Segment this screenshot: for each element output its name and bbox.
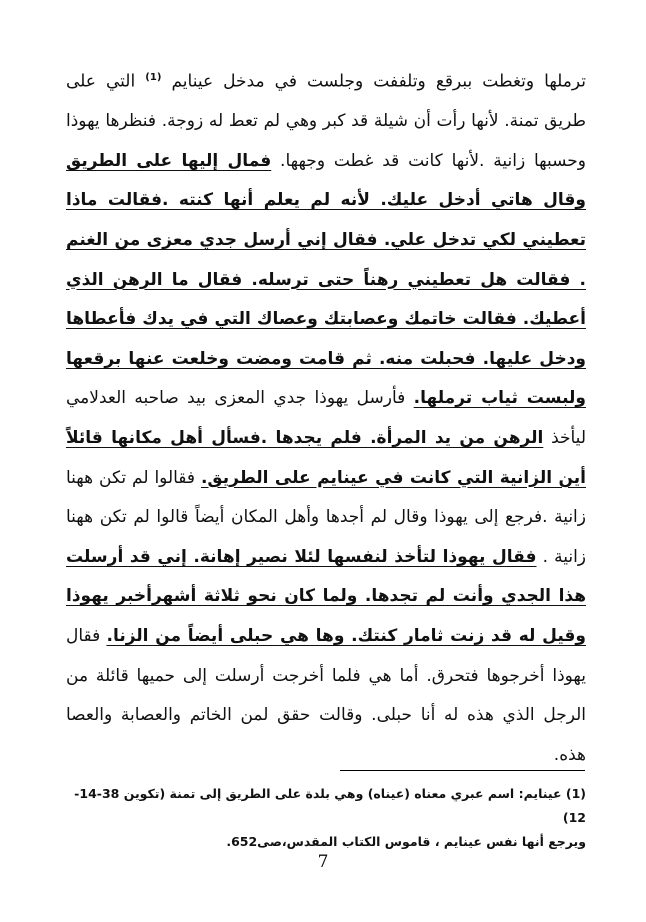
footnote-line: ويرجع أنها نفس عينايم ، قاموس الكتاب المقدس،صى652. [226,834,586,849]
text-run: التي على طريق تمنة. لأنها رأت أن شيلة قد كبر وهي لم تعط له زوجة. فنظرها يهوذا وحسبها زانية .لأنها كانت قد غطت وجهها. [66,71,587,171]
text-run: فقال يهوذا أخرجوها فتحرق. أما هي فلما أخرجت أرسلت إلى حميها قائلة من الرجل الذي هذه له أنا حبلى. وقالت حقق لمن الخاتم والعصابة والعصا هذه. [66,625,586,765]
text-run: فأرسل يهوذا جدي المعزى بيد صاحبه العدلامي ليأخذ [66,388,586,448]
text-run: فقالوا لم تكن ههنا زانية .فرجع إلى يهوذا وقال لم أجدها وأهل المكان أيضاً قالوا لم تكن ههنا زانية . [66,467,586,567]
body-paragraph [66,58,586,775]
footnote-line: (1) عينايم: اسم عبري معناه (عيناه) وهي بلدة على الطريق إلى تمنة (تكوين 38-14-12) [74,786,586,825]
emphasized-text-run: الرهن من يد المرأة. فلم يجدها .فسأل أهل مكانها قائلاً أين الزانية التي كانت في عينايم على الطريق. [66,428,586,488]
footnote-separator [340,770,585,771]
text-run: ترملها وتغطت ببرقع وتلففت وجلست في مدخل عينايم [161,71,587,92]
emphasized-text-run: فقال يهوذا لتأخذ لنفسها لئلا نصير إهانة. إني قد أرسلت هذا الجدي وأنت لم تجدها. ولما كان نحو ثلاثة أشهرأخبر يهوذا وقيل له قد زنت ثامار كنتك. وها هي حبلى أيضاً من الزنا. [66,546,586,646]
page-number: 7 [317,852,329,872]
emphasized-text-run: فمال إليها على الطريق وقال هاتي أدخل عليك. لأنه لم يعلم أنها كنته .فقالت ماذا تعطيني لكي تدخل علي. فقال إني أرسل جدي معزى من الغنم . فقالت هل تعطيني رهناً حتى ترسله. فقال ما الرهن الذي أعطيك. فقالت خاتمك وعصابتك وعصاك التي في يدك فأعطاها ودخل عليها. فحبلت منه. ثم قامت ومضت وخلعت عنها برقعها ولبست ثياب ترملها. [66,150,586,409]
footnote-marker: (1) [145,72,162,83]
footnote [66,782,586,854]
